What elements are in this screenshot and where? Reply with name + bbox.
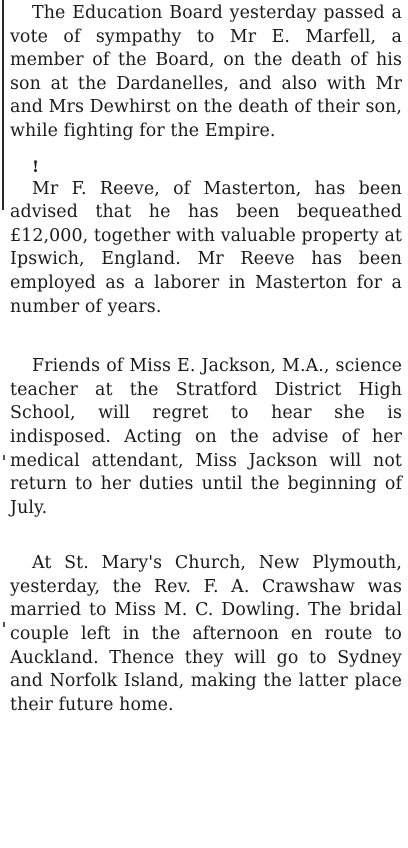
print-speck [3,622,5,627]
print-speck [3,455,5,460]
paragraph-reeve-bequest: Mr F. Reeve, of Masterton, has been advised that he has been bequeathed £12,000, together with valuable property at Ipswich, England. Mr Reeve has been employed as a laborer in Masterton for a number of years. [10,178,402,317]
paragraph-crawshaw-wedding: At St. Mary's Church, New Plymouth, yesterday, the Rev. F. A. Crawshaw was married to Miss M. C. Dowling. The bridal couple left in the afternoon en route to Auckland. Thence they will go to Sydney and Norfolk Island, making the latter place their future home. [10,553,402,715]
column-rule [2,0,4,210]
paragraph-education-board: The Education Board yesterday passed a vote of sympathy to Mr E. Marfell, a member of the Board, on the death of his son at the Dardanelles, and also with Mr and Mrs Dewhirst on the death of their son, while fighting for the Empire. [10,3,402,141]
separator-mark: ! [32,156,40,176]
paragraph-jackson-indisposed: Friends of Miss E. Jackson, M.A., science teacher at the Stratford District High School, will regret to hear she is indisposed. Acting on the advise of her medical attendant, Miss Jackson will not return to her duties until the beginning of July. [10,356,402,518]
